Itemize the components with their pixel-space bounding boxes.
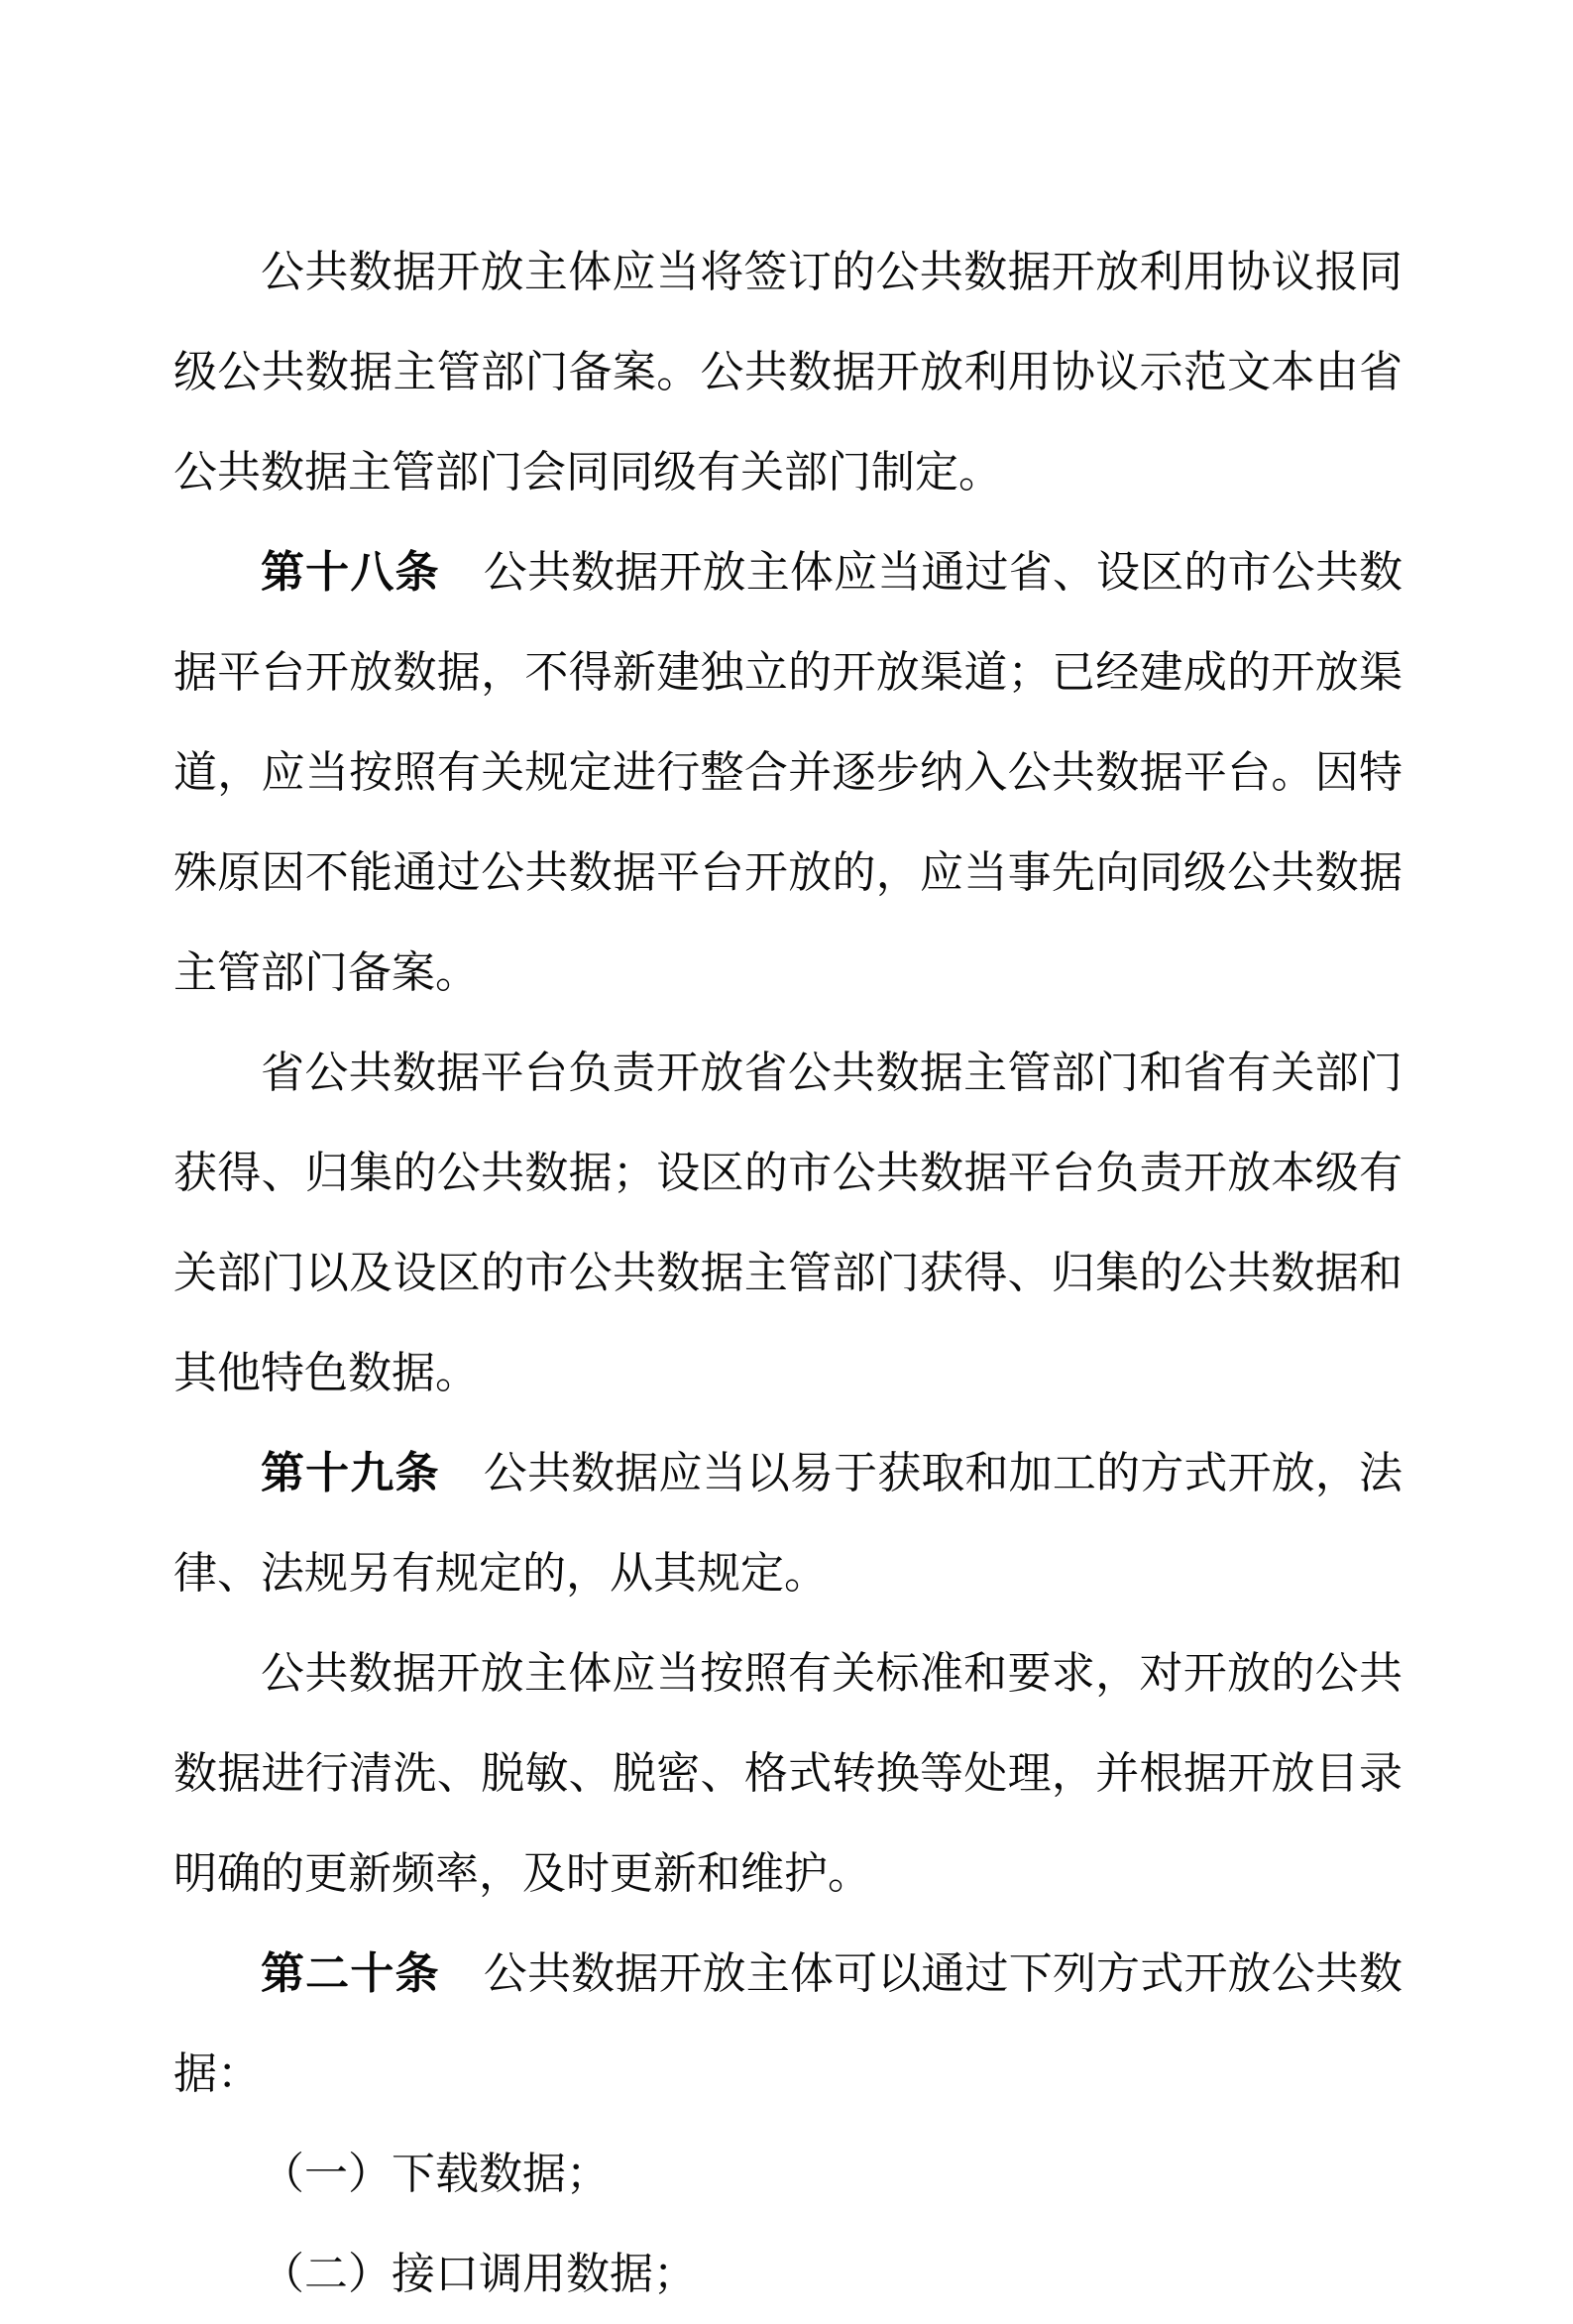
paragraph: 公共数据开放主体应当将签订的公共数据开放利用协议报同级公共数据主管部门备案。公共数据开放利用协议示范文本由省公共数据主管部门会同同级有关部门制定。 <box>173 248 1403 497</box>
paragraph: 第十九条 公共数据应当以易于获取和加工的方式开放，法律、法规另有规定的，从其规定。 <box>173 1449 1403 1598</box>
paragraph: 省公共数据平台负责开放省公共数据主管部门和省有关部门获得、归集的公共数据；设区的市公共数据平台负责开放本级有关部门以及设区的市公共数据主管部门获得、归集的公共数据和其他特色数据。 <box>173 1049 1403 1397</box>
article-number: 第十九条 <box>261 1449 440 1497</box>
document-body <box>173 222 1403 2324</box>
paragraph: 第十八条 公共数据开放主体应当通过省、设区的市公共数据平台开放数据，不得新建独立的开放渠道；已经建成的开放渠道，应当按照有关规定进行整合并逐步纳入公共数据平台。因特殊原因不能通过公共数据平台开放的，应当事先向同级公共数据主管部门备案。 <box>173 548 1403 997</box>
list-item: （一）下载数据； <box>261 2150 610 2198</box>
article-number: 第十八条 <box>261 548 440 597</box>
paragraph: 第二十条 公共数据开放主体可以通过下列方式开放公共数据： <box>173 1949 1403 2098</box>
paragraph: 公共数据开放主体应当按照有关标准和要求，对开放的公共数据进行清洗、脱敏、脱密、格式转换等处理，并根据开放目录明确的更新频率，及时更新和维护。 <box>173 1649 1403 1898</box>
article-number: 第二十条 <box>261 1949 440 1998</box>
list-item: （二）接口调用数据； <box>261 2250 697 2298</box>
